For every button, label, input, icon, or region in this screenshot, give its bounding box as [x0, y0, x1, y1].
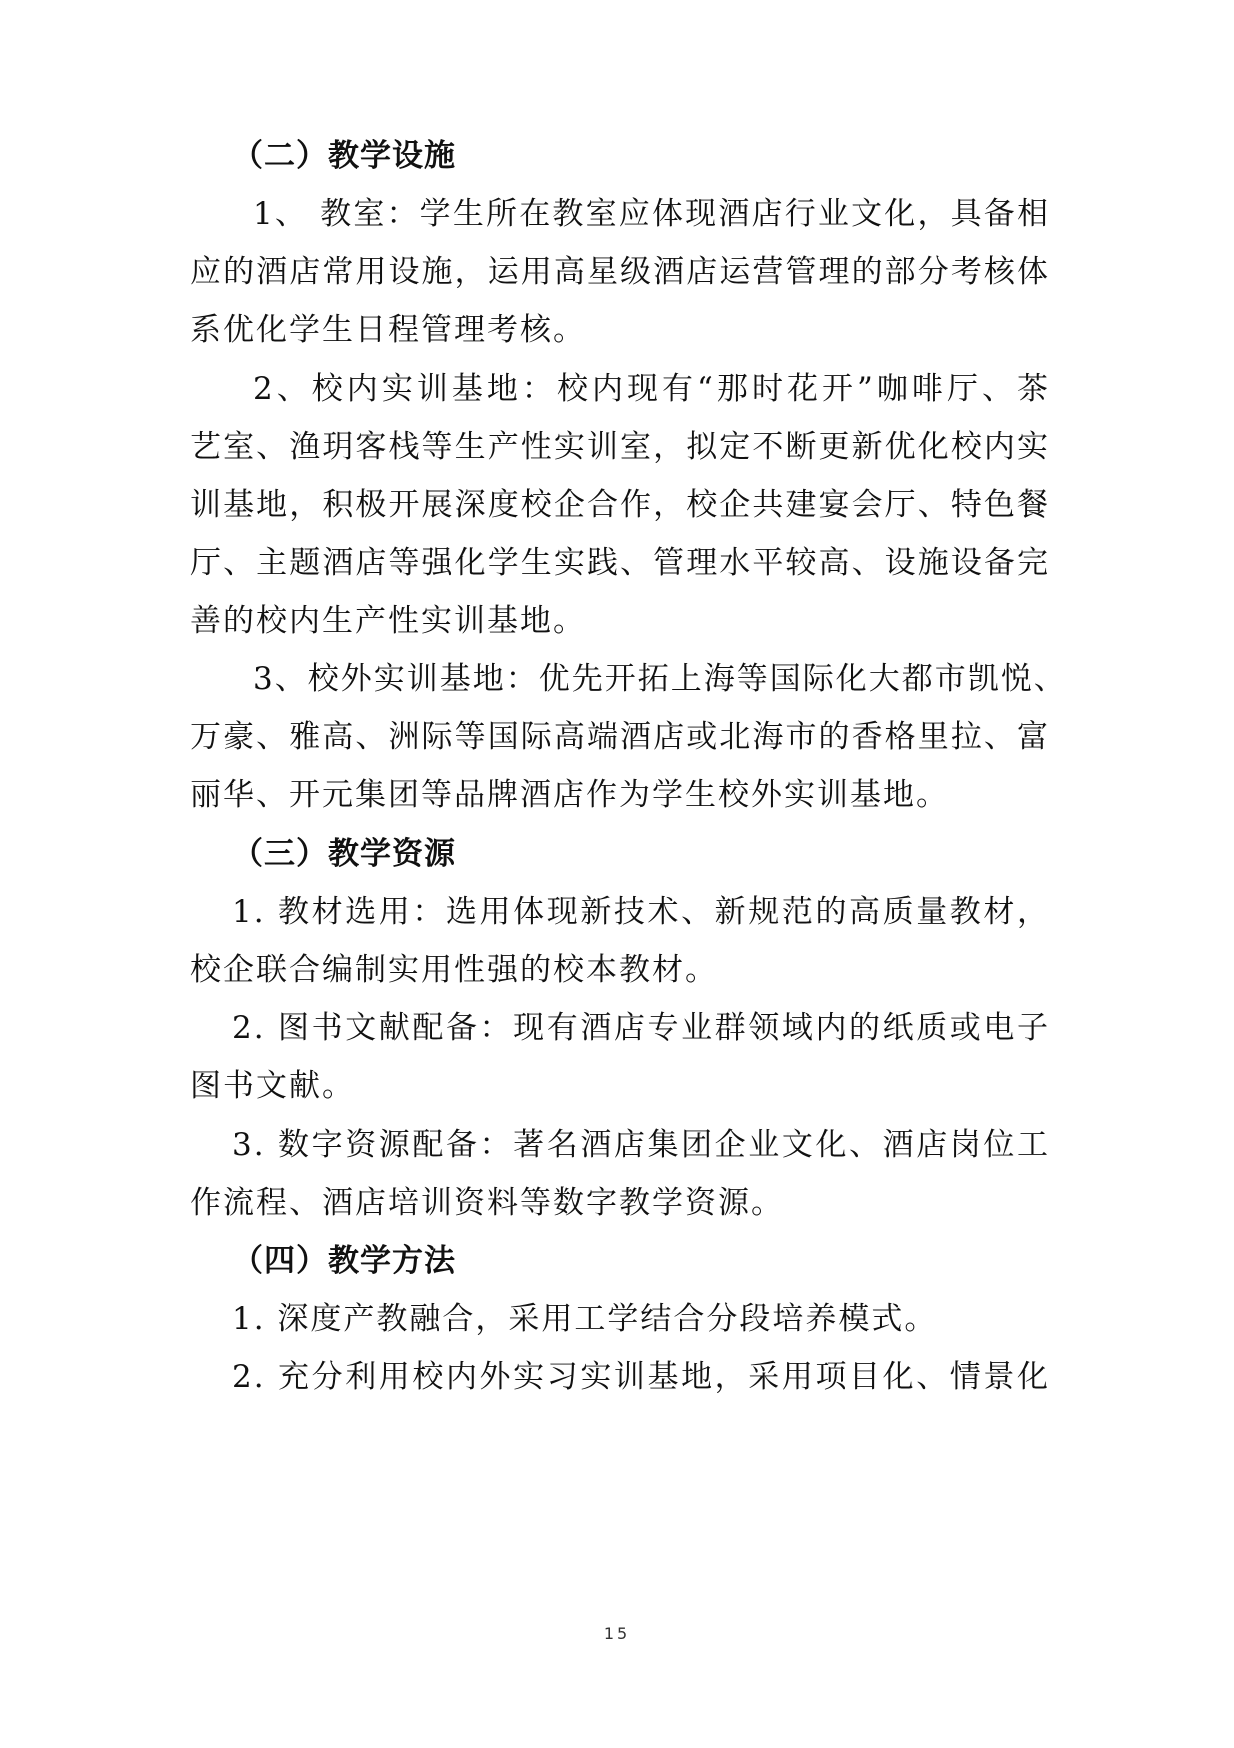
- paragraph-oncampus-base-line-2: 艺室、渔玥客栈等生产性实训室，拟定不断更新优化校内实: [190, 429, 1050, 465]
- paragraph-method-1: 1. 深度产教融合，采用工学结合分段培养模式。: [232, 1301, 938, 1337]
- paragraph-oncampus-base-line-3: 训基地，积极开展深度校企合作，校企共建宴会厅、特色餐: [190, 487, 1050, 523]
- paragraph-oncampus-base-line-1: 2、校内实训基地：校内现有“那时花开”咖啡厅、茶: [253, 371, 1050, 407]
- paragraph-oncampus-base-line-4: 厅、主题酒店等强化学生实践、管理水平较高、设施设备完: [190, 545, 1050, 581]
- paragraph-offcampus-base-line-2: 万豪、雅高、洲际等国际高端酒店或北海市的香格里拉、富: [190, 719, 1050, 755]
- paragraph-method-2-line-1: 2. 充分利用校内外实习实训基地，采用项目化、情景化: [232, 1359, 1050, 1395]
- paragraph-oncampus-base-line-5: 善的校内生产性实训基地。: [190, 603, 586, 639]
- paragraph-classroom-line-1: 1、 教室：学生所在教室应体现酒店行业文化，具备相: [253, 196, 1050, 232]
- paragraph-classroom-line-2: 应的酒店常用设施，运用高星级酒店运营管理的部分考核体: [190, 254, 1050, 290]
- paragraph-offcampus-base-line-1: 3、校外实训基地：优先开拓上海等国际化大都市凯悦、: [253, 661, 1067, 697]
- paragraph-offcampus-base-line-3: 丽华、开元集团等品牌酒店作为学生校外实训基地。: [190, 777, 949, 813]
- section-heading-methods: （四）教学方法: [232, 1243, 456, 1279]
- paragraph-textbooks-line-1: 1. 教材选用：选用体现新技术、新规范的高质量教材，: [232, 894, 1050, 930]
- paragraph-digital-line-2: 作流程、酒店培训资料等数字教学资源。: [190, 1185, 784, 1221]
- paragraph-textbooks-line-2: 校企联合编制实用性强的校本教材。: [190, 952, 718, 988]
- paragraph-books-line-1: 2. 图书文献配备：现有酒店专业群领域内的纸质或电子: [232, 1010, 1050, 1046]
- section-heading-facilities: （二）教学设施: [232, 138, 456, 174]
- paragraph-classroom-line-3: 系优化学生日程管理考核。: [190, 312, 586, 348]
- section-heading-resources: （三）教学资源: [232, 836, 456, 872]
- paragraph-books-line-2: 图书文献。: [190, 1068, 355, 1104]
- paragraph-digital-line-1: 3. 数字资源配备：著名酒店集团企业文化、酒店岗位工: [232, 1127, 1050, 1163]
- page-number: 15: [603, 1624, 631, 1643]
